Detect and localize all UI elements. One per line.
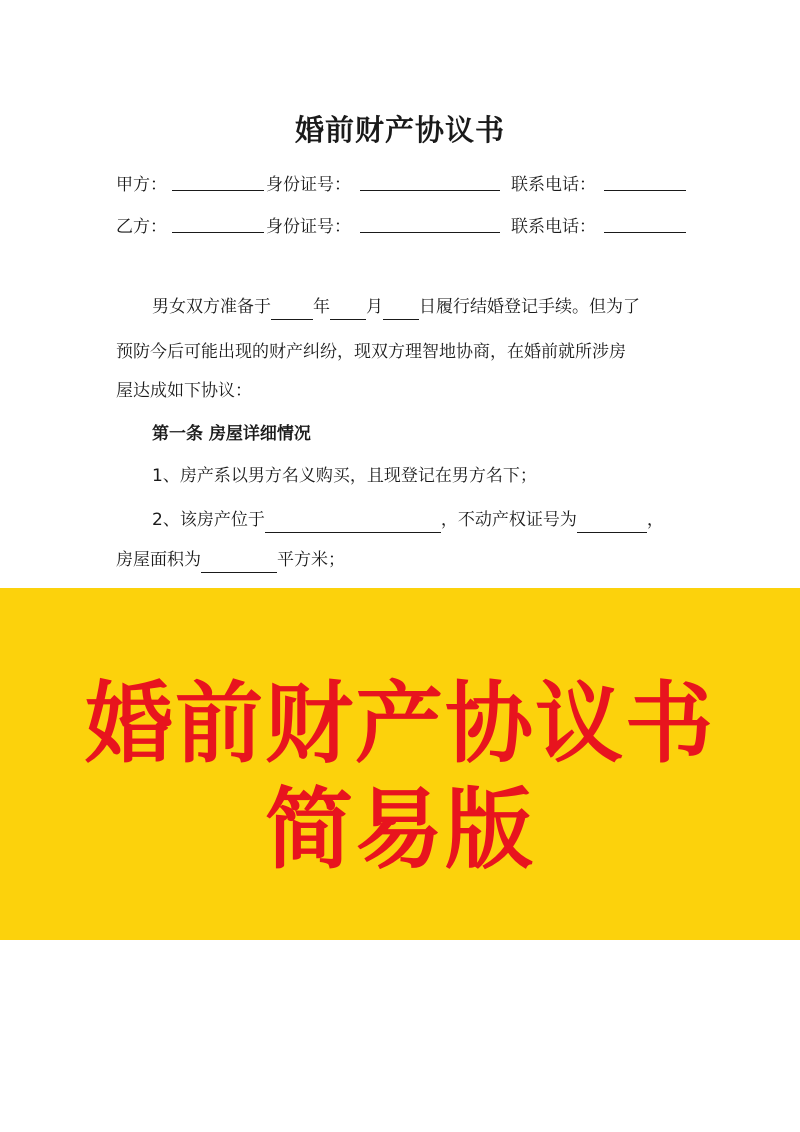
- item-2-text-4: 房屋面积为: [116, 550, 201, 570]
- year-blank: [271, 299, 313, 320]
- party-a-phone-label: 联系电话：: [511, 175, 596, 195]
- party-b-phone-blank: [604, 212, 686, 233]
- party-a-id-label: 身份证号：: [266, 175, 351, 195]
- banner-title-line-1: 婚前财产协议书: [84, 672, 715, 775]
- intro-text-1: 男女双方准备于: [152, 297, 271, 317]
- item-2-text-3: ，: [646, 510, 664, 530]
- party-b-label: 乙方：: [116, 217, 167, 237]
- document-title: 婚前财产协议书: [294, 113, 505, 147]
- article-1-heading: 第一条 房屋详细情况: [152, 424, 311, 444]
- intro-line-3: 屋达成如下协议：: [116, 381, 252, 401]
- party-a-phone-blank: [604, 170, 686, 191]
- item-2-text-2: ，不动产权证号为: [440, 510, 577, 530]
- article-1-item-2-line-1: [152, 507, 664, 533]
- item-2-text-5: 平方米；: [277, 550, 345, 570]
- article-1-item-2-line-2: [116, 547, 345, 573]
- certificate-blank: [577, 512, 647, 533]
- party-b-phone-label: 联系电话：: [511, 217, 596, 237]
- item-2-text-1: 2、该房产位于: [152, 510, 265, 530]
- intro-line-2: 预防今后可能出现的财产纠纷，现双方理智地协商，在婚前就所涉房: [116, 342, 626, 362]
- intro-year: 年: [313, 297, 330, 317]
- area-blank: [201, 552, 277, 573]
- party-a-name-blank: [172, 170, 264, 191]
- title-banner: [0, 588, 800, 940]
- location-blank: [265, 512, 441, 533]
- party-b-id-blank: [360, 212, 500, 233]
- intro-month: 月: [366, 297, 383, 317]
- month-blank: [330, 299, 366, 320]
- day-blank: [383, 299, 419, 320]
- banner-title-line-2: 简易版: [264, 778, 535, 881]
- intro-text-2: 日履行结婚登记手续。但为了: [419, 297, 640, 317]
- party-b-row: [116, 212, 696, 238]
- party-b-id-label: 身份证号：: [266, 217, 351, 237]
- intro-line-1: [152, 294, 640, 320]
- party-a-id-blank: [360, 170, 500, 191]
- article-1-item-1: 1、房产系以男方名义购买，且现登记在男方名下；: [152, 466, 537, 486]
- party-a-row: [116, 170, 696, 196]
- party-b-name-blank: [172, 212, 264, 233]
- party-a-label: 甲方：: [116, 175, 167, 195]
